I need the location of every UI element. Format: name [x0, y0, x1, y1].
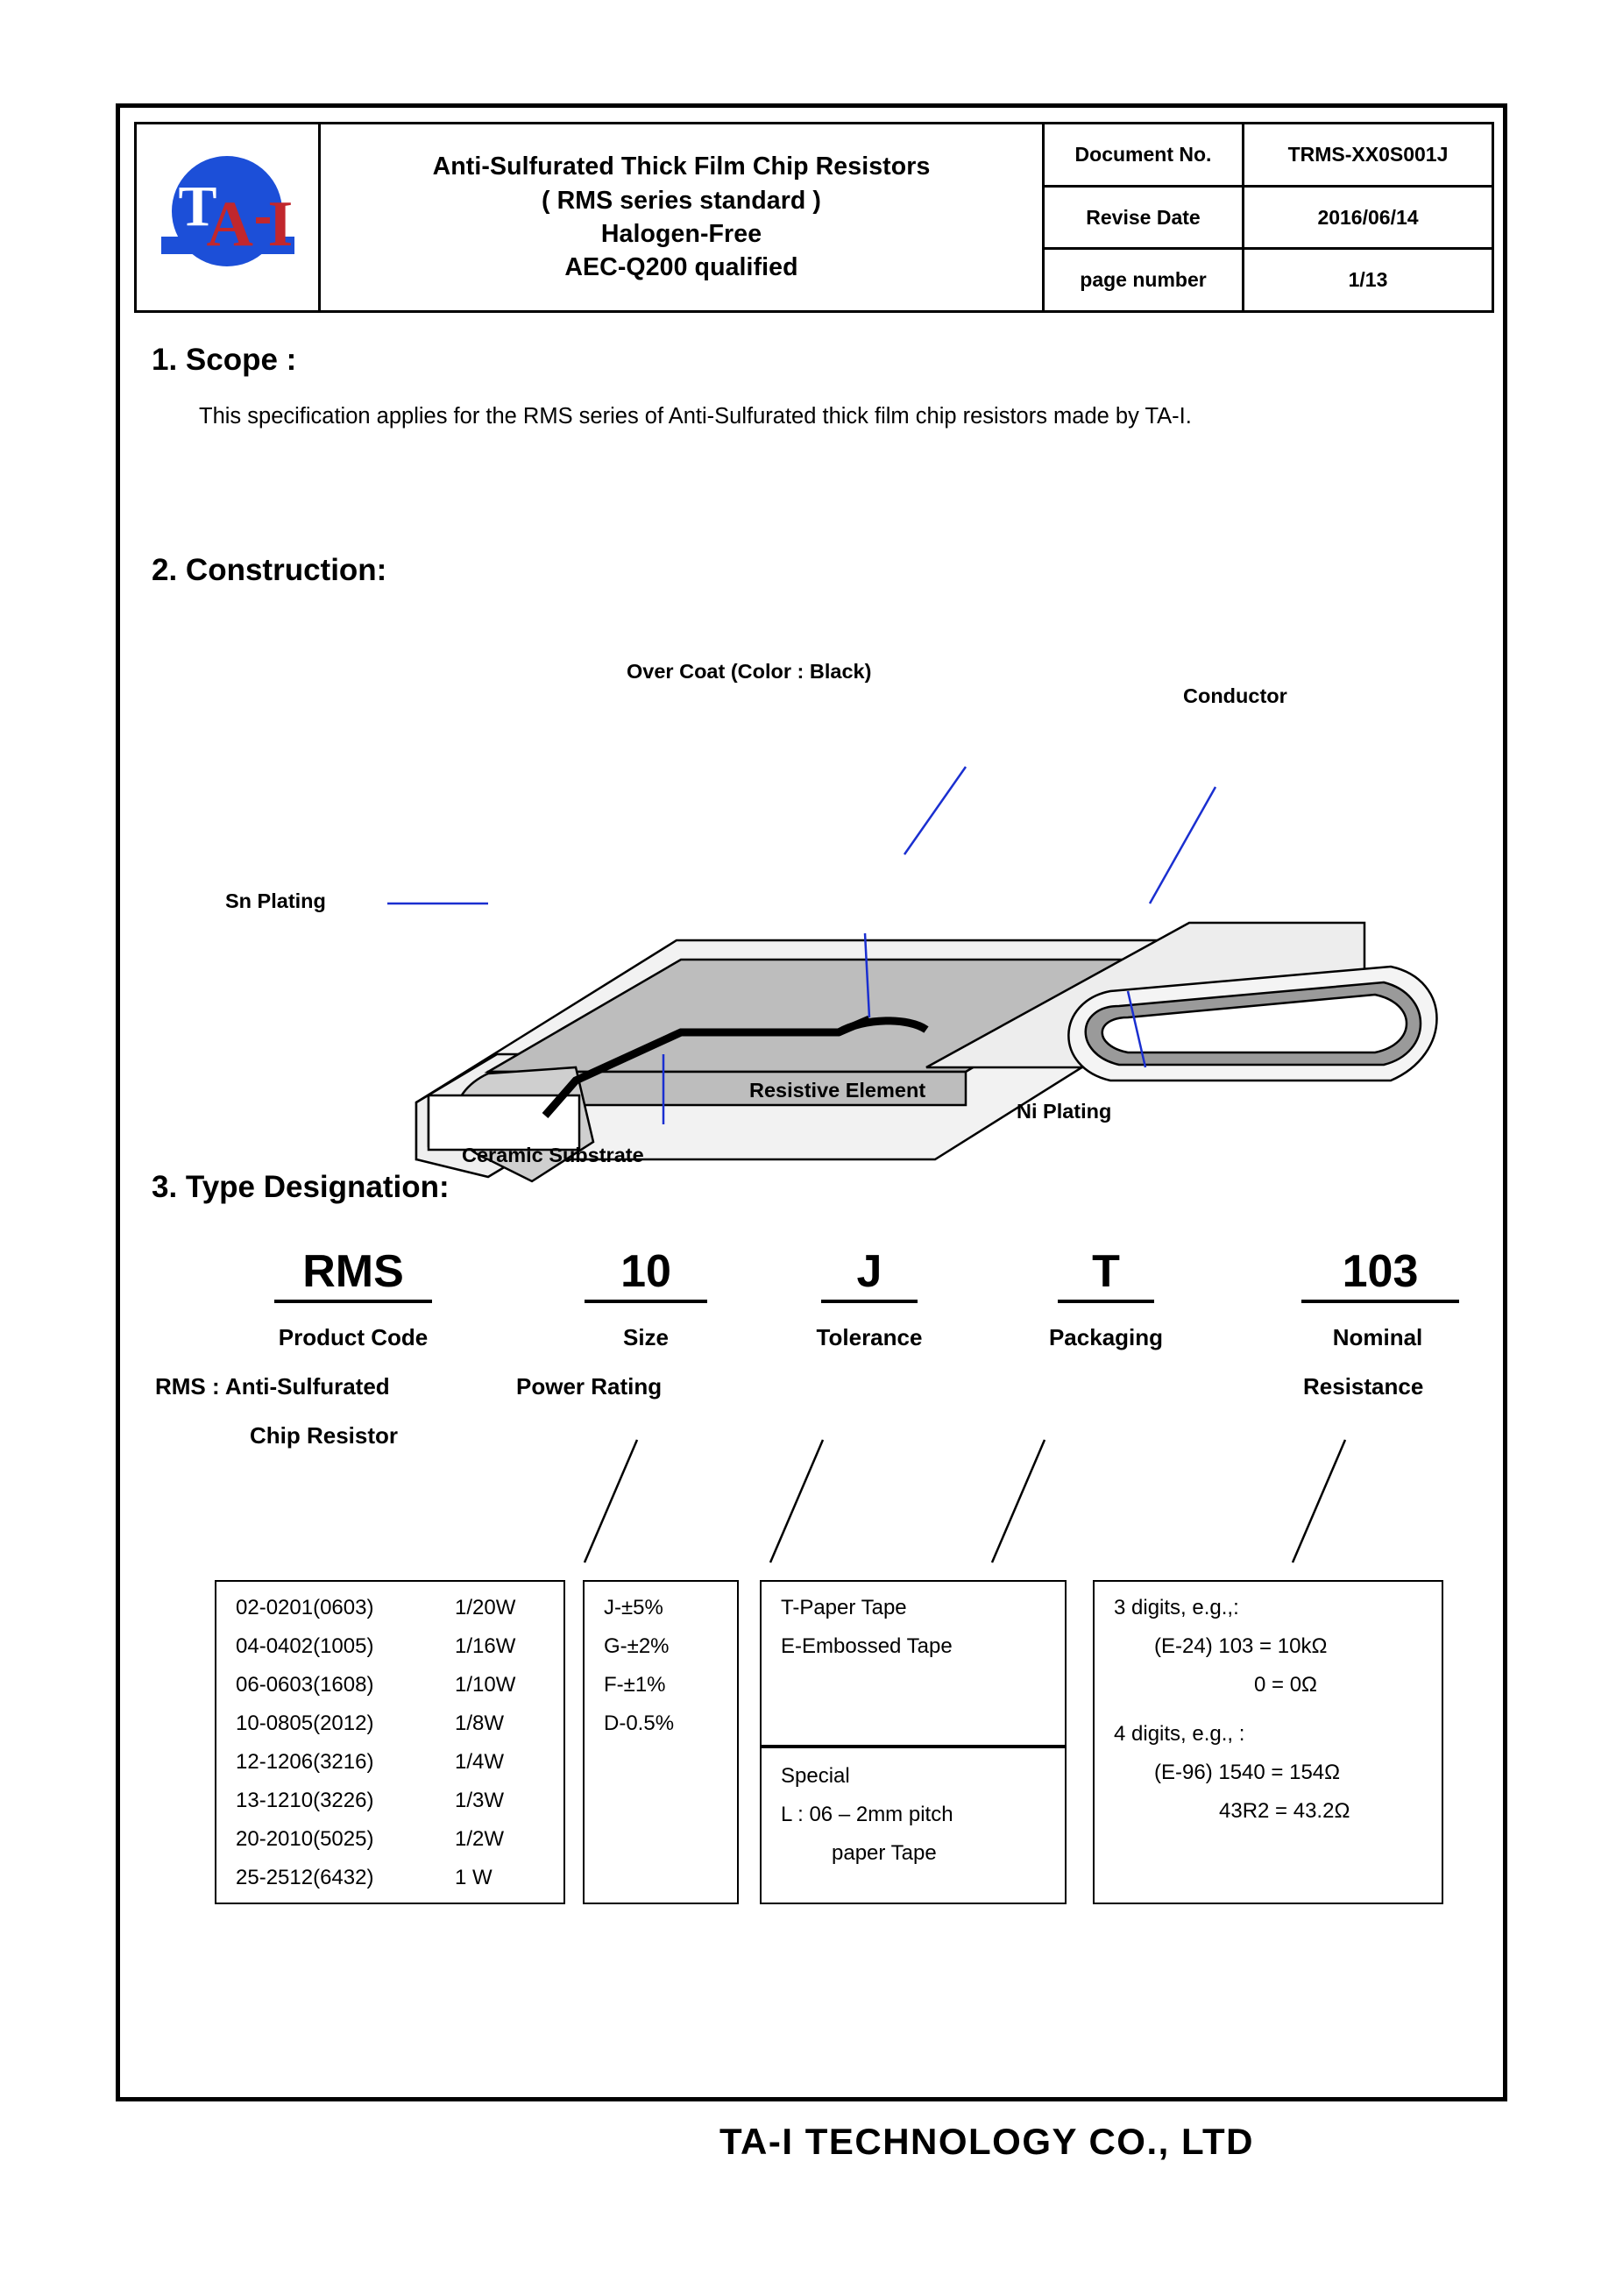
label-ni-plating: Ni Plating [1017, 1100, 1112, 1123]
type-sublabel-power-rating: Power Rating [516, 1373, 663, 1400]
type-designation-section-title: 3. Type Designation: [152, 1170, 450, 1204]
size-row-5-size: 13-1210(3226) [236, 1789, 374, 1812]
nominal-row-0: 3 digits, e.g.,: [1114, 1596, 1239, 1619]
title-line-1: Anti-Sulfurated Thick Film Chip Resistors [432, 152, 931, 181]
size-row-0-size: 02-0201(0603) [236, 1596, 374, 1619]
size-row-6-size: 20-2010(5025) [236, 1827, 374, 1851]
type-code-tolerance: J [821, 1245, 918, 1303]
scope-section-title: 1. Scope : [152, 343, 297, 377]
size-power-box [215, 1580, 565, 1904]
size-row-1-size: 04-0402(1005) [236, 1634, 374, 1658]
type-connector-lines [120, 1414, 1512, 1571]
title-line-2: ( RMS series standard ) [541, 186, 822, 215]
document-meta-table [1045, 124, 1492, 310]
packaging-special-row-1: L : 06 – 2mm pitch [781, 1803, 953, 1826]
nominal-row-2: 0 = 0Ω [1254, 1673, 1317, 1697]
label-over-coat: Over Coat (Color : Black) [627, 660, 872, 683]
label-sn-plating: Sn Plating [225, 889, 326, 912]
title-line-3: Halogen-Free [600, 220, 762, 248]
nominal-resistance-box [1093, 1580, 1443, 1904]
type-sublabel-product-code-1: RMS : Anti-Sulfurated [155, 1373, 390, 1400]
document-title [321, 124, 1045, 310]
size-row-7-power: 1 W [455, 1866, 493, 1889]
size-row-5-power: 1/3W [455, 1789, 505, 1812]
document-footer [0, 2121, 1623, 2163]
packaging-row-0: T-Paper Tape [781, 1596, 907, 1619]
meta-key-document-no: Document No. [1045, 124, 1244, 185]
size-row-3-size: 10-0805(2012) [236, 1711, 374, 1735]
meta-key-page-number: page number [1045, 250, 1244, 310]
type-code-size: 10 [585, 1245, 707, 1303]
packaging-special-row-2: paper Tape [832, 1841, 937, 1865]
nominal-row-5: 43R2 = 43.2Ω [1219, 1799, 1350, 1823]
size-row-0-power: 1/20W [455, 1596, 516, 1619]
type-sublabel-product-code-2: Chip Resistor [250, 1422, 399, 1449]
scope-section-text: This specification applies for the RMS series of Anti-Sulfurated thick film chip resistors made by TA-I. [199, 404, 1192, 429]
size-row-2-size: 06-0603(1608) [236, 1673, 374, 1697]
construction-drawing-svg [225, 669, 1505, 1212]
size-row-2-power: 1/10W [455, 1673, 516, 1697]
packaging-box-top [760, 1580, 1067, 1747]
meta-value-page-number: 1/13 [1348, 268, 1388, 292]
nominal-row-1: (E-24) 103 = 10kΩ [1154, 1634, 1328, 1658]
size-row-1-power: 1/16W [455, 1634, 516, 1658]
size-row-4-size: 12-1206(3216) [236, 1750, 374, 1774]
type-label-nominal: Nominal [1332, 1324, 1423, 1350]
type-label-packaging: Packaging [1048, 1324, 1164, 1350]
nominal-row-3: 4 digits, e.g., : [1114, 1722, 1245, 1746]
packaging-row-1: E-Embossed Tape [781, 1634, 953, 1658]
meta-value-document-no: TRMS-XX0S001J [1287, 142, 1449, 166]
construction-section-title: 2. Construction: [152, 553, 387, 587]
meta-value-revise-date: 2016/06/14 [1317, 205, 1419, 229]
size-row-4-power: 1/4W [455, 1750, 505, 1774]
size-row-7-size: 25-2512(6432) [236, 1866, 374, 1889]
label-resistive-element: Resistive Element [749, 1079, 926, 1102]
company-logo [137, 124, 321, 310]
type-label-size: Size [622, 1324, 670, 1350]
packaging-box-bottom [760, 1747, 1067, 1904]
nominal-row-4: (E-96) 1540 = 154Ω [1154, 1761, 1341, 1784]
tolerance-box [583, 1580, 739, 1904]
packaging-special-row-0: Special [781, 1764, 850, 1788]
size-row-6-power: 1/2W [455, 1827, 505, 1851]
size-row-3-power: 1/8W [455, 1711, 505, 1735]
logo-letter-t: T [178, 174, 217, 238]
meta-row-document-no [1045, 124, 1492, 188]
meta-row-page-number [1045, 250, 1492, 310]
tolerance-row-3: D-0.5% [604, 1711, 675, 1735]
label-ceramic-substrate: Ceramic Substrate [462, 1144, 644, 1166]
title-line-4: AEC-Q200 qualified [564, 253, 798, 282]
logo-letter-a: A [206, 188, 253, 260]
tolerance-row-0: J-±5% [604, 1596, 663, 1619]
footer-company-name: TA-I TECHNOLOGY CO., LTD [719, 2121, 1254, 2162]
construction-diagram [225, 660, 1505, 1212]
type-label-tolerance: Tolerance [816, 1324, 923, 1350]
type-sublabel-resistance: Resistance [1303, 1373, 1424, 1400]
type-code-packaging: T [1058, 1245, 1154, 1303]
meta-row-revise-date [1045, 188, 1492, 251]
document-header [134, 122, 1494, 313]
meta-key-revise-date: Revise Date [1045, 188, 1244, 248]
document-page [116, 103, 1507, 2101]
label-conductor: Conductor [1183, 684, 1287, 707]
type-code-nominal: 103 [1301, 1245, 1459, 1303]
type-label-product-code: Product Code [278, 1324, 429, 1350]
tolerance-row-2: F-±1% [604, 1673, 666, 1697]
logo-letter-i: I [267, 188, 294, 260]
tolerance-row-1: G-±2% [604, 1634, 670, 1658]
type-code-product: RMS [274, 1245, 432, 1303]
